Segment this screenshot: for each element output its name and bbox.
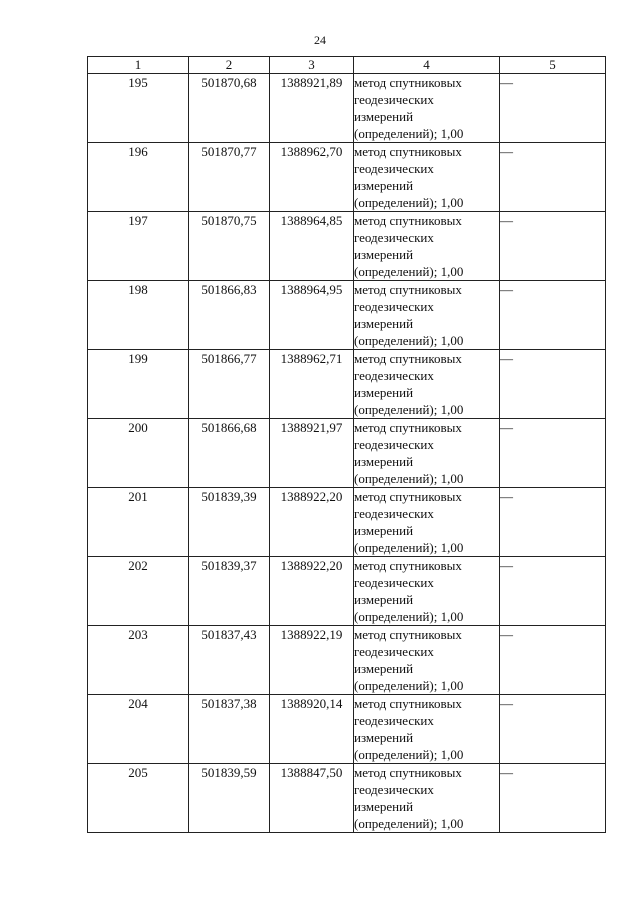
dash-mark: — <box>500 144 513 159</box>
method-line: измерений <box>354 454 414 469</box>
method-line: (определений); 1,00 <box>354 540 464 555</box>
method-line: метод спутниковых <box>354 489 462 504</box>
column-5-value <box>500 695 606 764</box>
method-line: геодезических <box>354 230 434 245</box>
method-description <box>354 764 500 833</box>
dash-mark: — <box>500 75 513 90</box>
method-line: (определений); 1,00 <box>354 333 464 348</box>
method-line: геодезических <box>354 437 434 452</box>
table-row <box>88 74 606 143</box>
point-number: 202 <box>88 557 189 626</box>
method-description <box>354 212 500 281</box>
point-number: 200 <box>88 419 189 488</box>
method-line: геодезических <box>354 506 434 521</box>
coordinate-y: 1388922,19 <box>270 626 354 695</box>
coordinate-y: 1388964,85 <box>270 212 354 281</box>
table-row <box>88 281 606 350</box>
coordinate-y: 1388922,20 <box>270 557 354 626</box>
coordinate-x: 501870,68 <box>189 74 270 143</box>
point-number: 205 <box>88 764 189 833</box>
dash-mark: — <box>500 765 513 780</box>
method-line: измерений <box>354 661 414 676</box>
column-5-value <box>500 764 606 833</box>
method-description <box>354 695 500 764</box>
coordinate-x: 501837,38 <box>189 695 270 764</box>
method-line: измерений <box>354 316 414 331</box>
method-line: геодезических <box>354 644 434 659</box>
table-header-row <box>88 57 606 74</box>
method-line: геодезических <box>354 713 434 728</box>
method-line: метод спутниковых <box>354 696 462 711</box>
table-row <box>88 212 606 281</box>
method-line: метод спутниковых <box>354 144 462 159</box>
method-description <box>354 74 500 143</box>
method-line: метод спутниковых <box>354 351 462 366</box>
point-number: 204 <box>88 695 189 764</box>
method-line: метод спутниковых <box>354 213 462 228</box>
point-number: 197 <box>88 212 189 281</box>
column-5-value <box>500 419 606 488</box>
coordinate-x: 501839,39 <box>189 488 270 557</box>
point-number: 198 <box>88 281 189 350</box>
method-line: (определений); 1,00 <box>354 678 464 693</box>
column-header-1: 1 <box>88 57 189 74</box>
method-description <box>354 419 500 488</box>
point-number: 196 <box>88 143 189 212</box>
method-line: геодезических <box>354 161 434 176</box>
column-5-value <box>500 488 606 557</box>
coordinate-y: 1388921,89 <box>270 74 354 143</box>
method-line: измерений <box>354 592 414 607</box>
method-line: геодезических <box>354 368 434 383</box>
method-line: (определений); 1,00 <box>354 609 464 624</box>
column-5-value <box>500 350 606 419</box>
method-line: (определений); 1,00 <box>354 126 464 141</box>
table-row <box>88 143 606 212</box>
coordinates-table <box>87 56 606 833</box>
table-row <box>88 488 606 557</box>
dash-mark: — <box>500 282 513 297</box>
dash-mark: — <box>500 351 513 366</box>
column-5-value <box>500 74 606 143</box>
dash-mark: — <box>500 420 513 435</box>
column-5-value <box>500 143 606 212</box>
coordinate-y: 1388922,20 <box>270 488 354 557</box>
column-5-value <box>500 557 606 626</box>
coordinate-x: 501839,37 <box>189 557 270 626</box>
column-5-value <box>500 626 606 695</box>
column-header-3: 3 <box>270 57 354 74</box>
coordinate-y: 1388964,95 <box>270 281 354 350</box>
method-line: метод спутниковых <box>354 765 462 780</box>
table-body <box>88 74 606 833</box>
method-line: измерений <box>354 385 414 400</box>
method-description <box>354 281 500 350</box>
column-header-4: 4 <box>354 57 500 74</box>
coordinate-x: 501870,77 <box>189 143 270 212</box>
method-line: геодезических <box>354 782 434 797</box>
method-line: геодезических <box>354 575 434 590</box>
method-description <box>354 143 500 212</box>
coordinate-x: 501866,68 <box>189 419 270 488</box>
coordinate-x: 501870,75 <box>189 212 270 281</box>
method-line: геодезических <box>354 299 434 314</box>
coordinate-x: 501839,59 <box>189 764 270 833</box>
method-line: измерений <box>354 109 414 124</box>
method-description <box>354 557 500 626</box>
column-5-value <box>500 281 606 350</box>
coordinate-y: 1388962,70 <box>270 143 354 212</box>
method-description <box>354 488 500 557</box>
method-line: (определений); 1,00 <box>354 816 464 831</box>
column-header-5: 5 <box>500 57 606 74</box>
method-line: метод спутниковых <box>354 558 462 573</box>
dash-mark: — <box>500 213 513 228</box>
coordinate-y: 1388920,14 <box>270 695 354 764</box>
method-line: измерений <box>354 730 414 745</box>
coordinate-x: 501837,43 <box>189 626 270 695</box>
method-line: (определений); 1,00 <box>354 264 464 279</box>
table-row <box>88 350 606 419</box>
column-5-value <box>500 212 606 281</box>
dash-mark: — <box>500 696 513 711</box>
page-number: 24 <box>314 33 326 47</box>
point-number: 195 <box>88 74 189 143</box>
coordinate-y: 1388962,71 <box>270 350 354 419</box>
table-row <box>88 626 606 695</box>
method-line: измерений <box>354 178 414 193</box>
coordinate-y: 1388921,97 <box>270 419 354 488</box>
method-line: метод спутниковых <box>354 75 462 90</box>
method-line: измерений <box>354 523 414 538</box>
method-line: (определений); 1,00 <box>354 471 464 486</box>
method-description <box>354 626 500 695</box>
point-number: 199 <box>88 350 189 419</box>
method-line: измерений <box>354 247 414 262</box>
coordinate-x: 501866,83 <box>189 281 270 350</box>
method-line: метод спутниковых <box>354 627 462 642</box>
method-line: метод спутниковых <box>354 420 462 435</box>
method-line: (определений); 1,00 <box>354 195 464 210</box>
point-number: 203 <box>88 626 189 695</box>
table-row <box>88 557 606 626</box>
table-row <box>88 419 606 488</box>
method-description <box>354 350 500 419</box>
method-line: геодезических <box>354 92 434 107</box>
table-row <box>88 764 606 833</box>
table-row <box>88 695 606 764</box>
column-header-2: 2 <box>189 57 270 74</box>
coordinate-x: 501866,77 <box>189 350 270 419</box>
method-line: (определений); 1,00 <box>354 747 464 762</box>
point-number: 201 <box>88 488 189 557</box>
method-line: измерений <box>354 799 414 814</box>
method-line: метод спутниковых <box>354 282 462 297</box>
method-line: (определений); 1,00 <box>354 402 464 417</box>
dash-mark: — <box>500 627 513 642</box>
dash-mark: — <box>500 558 513 573</box>
dash-mark: — <box>500 489 513 504</box>
coordinate-y: 1388847,50 <box>270 764 354 833</box>
